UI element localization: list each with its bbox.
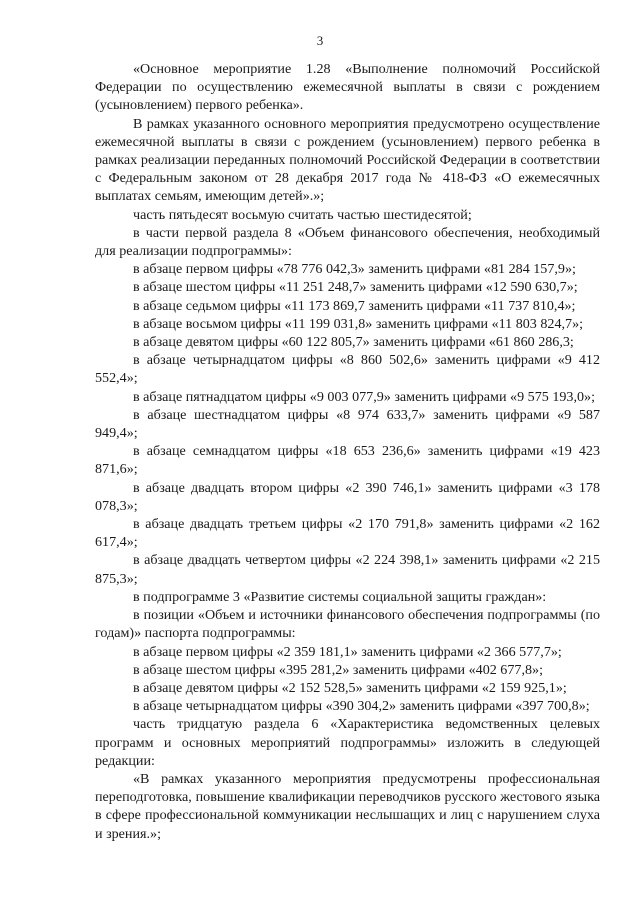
paragraph-amendment: в абзаце двадцать четвертом цифры «2 224 398,1» заменить цифрами «2 215 875,3»; xyxy=(95,552,600,587)
paragraph-amendment: в абзаце четырнадцатом цифры «8 860 502,6» заменить цифрами «9 412 552,4»; xyxy=(95,352,600,387)
paragraph-amendment: в абзаце двадцать третьем цифры «2 170 791,8» заменить цифрами «2 162 617,4»; xyxy=(95,516,600,551)
paragraph-part-renumber: часть пятьдесят восьмую считать частью шестидесятой; xyxy=(133,206,472,223)
paragraph-amendment: в абзаце девятом цифры «2 152 528,5» заменить цифрами «2 159 925,1»; xyxy=(133,679,567,696)
paragraph-section-8: в части первой раздела 8 «Объем финансового обеспечения, необходимый для реализации подпрограммы»: xyxy=(95,224,600,260)
document-body xyxy=(95,60,600,843)
paragraph-amendment: в абзаце шестом цифры «395 281,2» заменить цифрами «402 677,8»; xyxy=(133,661,543,678)
paragraph-amendment: в абзаце первом цифры «2 359 181,1» заменить цифрами «2 366 577,7»; xyxy=(133,643,562,660)
paragraph-amendment: в абзаце восьмом цифры «11 199 031,8» заменить цифрами «11 803 824,7»; xyxy=(133,315,584,332)
paragraph-amendment: в абзаце четырнадцатом цифры «390 304,2» заменить цифрами «397 700,8»; xyxy=(133,698,590,715)
paragraph-amendment: в абзаце пятнадцатом цифры «9 003 077,9» заменить цифрами «9 575 193,0»; xyxy=(133,388,595,405)
paragraph-subprogram-3: в подпрограмме 3 «Развитие системы социальной защиты граждан»: xyxy=(133,588,547,605)
paragraph-amendment: в абзаце седьмом цифры «11 173 869,7 заменить цифрами «11 737 810,4»; xyxy=(133,297,576,314)
page-number: 3 xyxy=(316,33,324,48)
paragraph-new-wording: «В рамках указанного мероприятия предусмотрены профессиональная переподготовка, повышение квалификации переводчиков русского жестового языка в сфере профессиональной коммуникации неслышащих и лиц с нарушением слуха и зрения.»; xyxy=(95,770,600,842)
paragraph-passport-position: в позиции «Объем и источники финансового обеспечения подпрограммы (по годам)» паспорта подпрограммы: xyxy=(95,607,600,642)
paragraph-section-6: часть тридцатую раздела 6 «Характеристика ведомственных целевых программ и основных мероприятий подпрограммы» изложить в следующей редакции: xyxy=(95,716,600,769)
paragraph-amendment: в абзаце первом цифры «78 776 042,3» заменить цифрами «81 284 157,9»; xyxy=(133,261,576,278)
paragraph-amendment: в абзаце шестом цифры «11 251 248,7» заменить цифрами «12 590 630,7»; xyxy=(133,279,578,296)
paragraph-amendment: в абзаце девятом цифры «60 122 805,7» заменить цифрами «61 860 286,3; xyxy=(133,334,574,351)
paragraph-main-activity-description: В рамках указанного основного мероприятия предусмотрено осуществление ежемесячной выплаты в связи с рождением (усыновлением) первого ребенка в рамках реализации переданных полномочий Российской Федерации в соответствии с Федеральным законом от 28 декабря 2017 года № 418-ФЗ «О ежемесячных выплатах семьям, имеющим детей».»; xyxy=(95,115,600,205)
paragraph-amendment: в абзаце семнадцатом цифры «18 653 236,6» заменить цифрами «19 423 871,6»; xyxy=(95,443,600,478)
paragraph-amendment: в абзаце шестнадцатом цифры «8 974 633,7» заменить цифрами «9 587 949,4»; xyxy=(95,406,600,442)
paragraph-main-activity-title: «Основное мероприятие 1.28 «Выполнение полномочий Российской Федерации по осуществлению ежемесячной выплаты в связи с рождением (усыновлением) первого ребенка». xyxy=(95,61,600,114)
paragraph-amendment: в абзаце двадцать втором цифры «2 390 746,1» заменить цифрами «3 178 078,3»; xyxy=(95,479,600,514)
